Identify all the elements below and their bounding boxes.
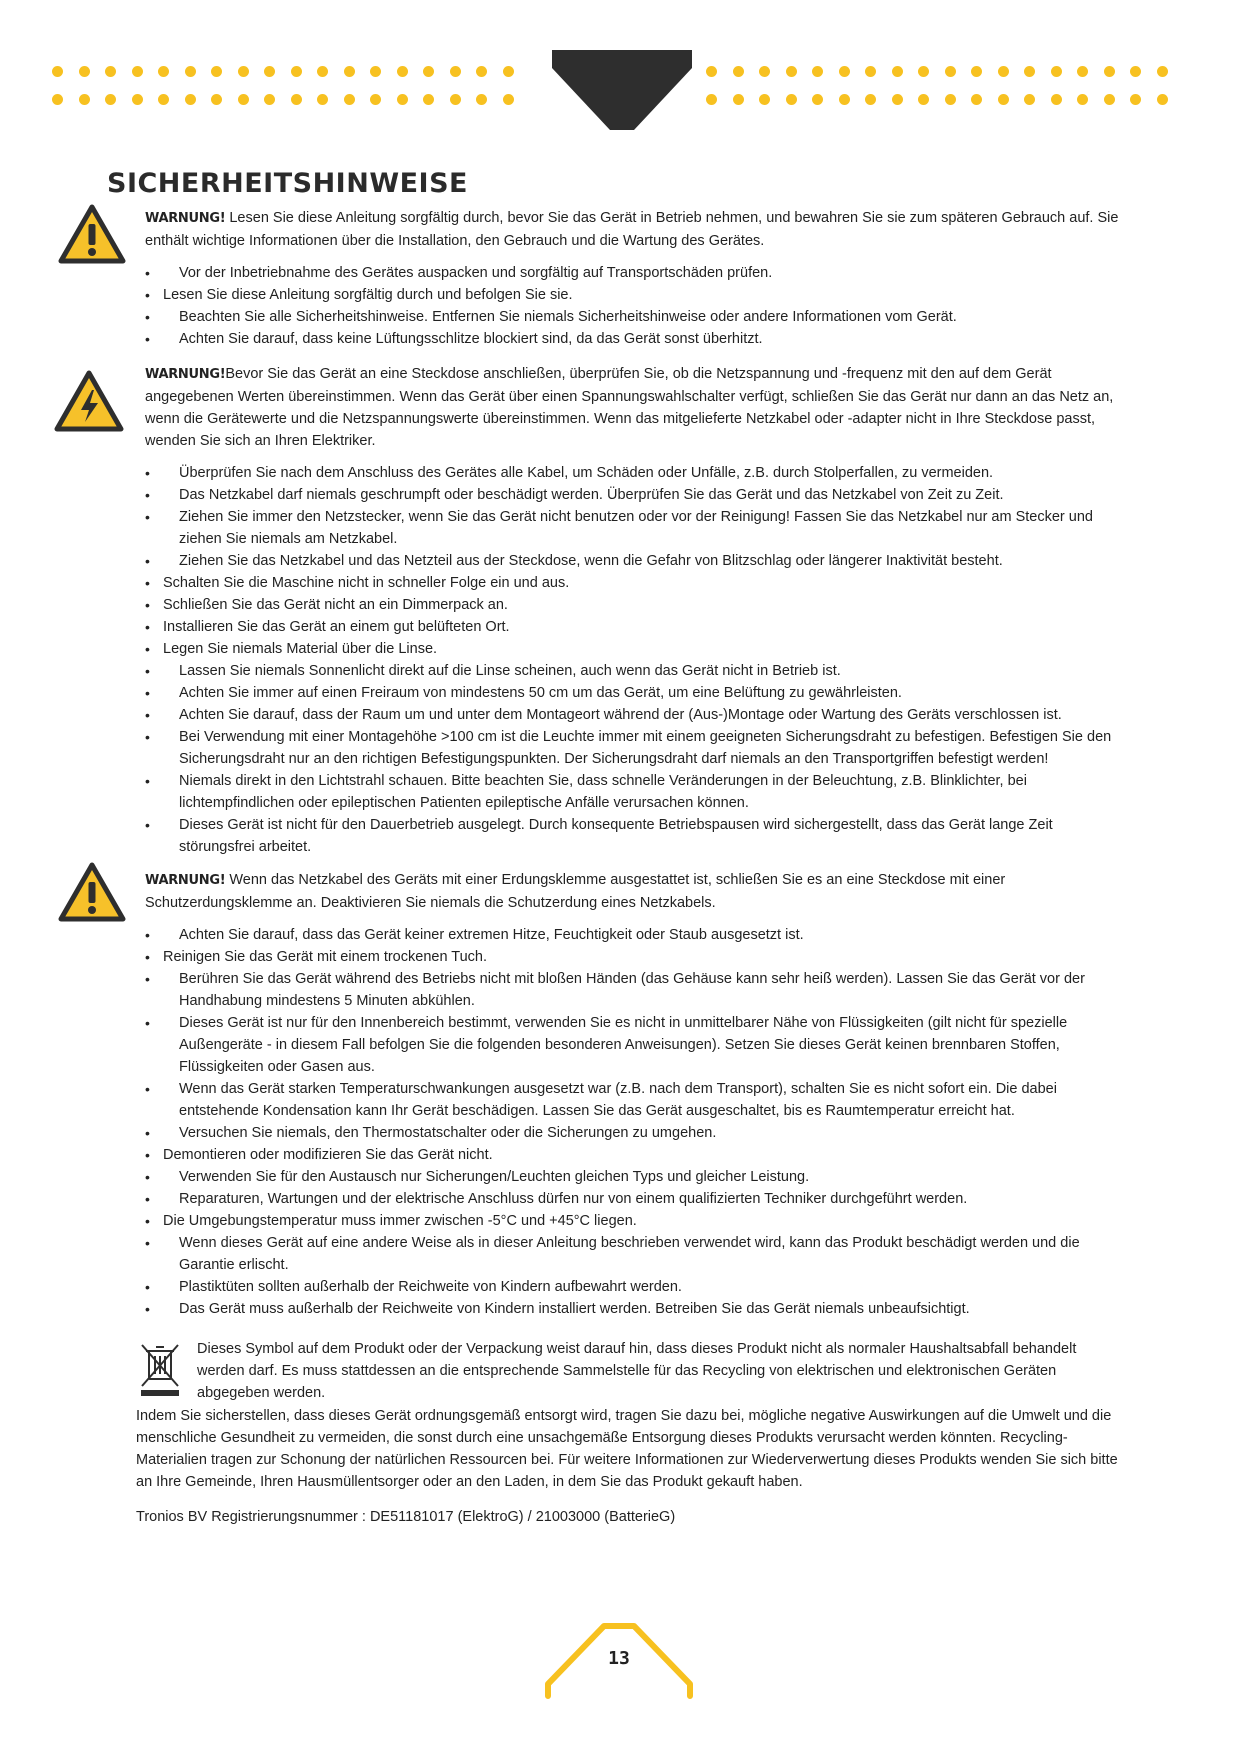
header-dot [158, 94, 169, 105]
list-item: • Wenn dieses Gerät auf eine andere Weise als in dieser Anleitung beschrieben verwendet wird, kann das Produkt beschädigt werden und die Garantie erlischt. [145, 1232, 1125, 1276]
warning-3-list [145, 924, 1125, 1320]
list-item: • Wenn das Gerät starken Temperaturschwankungen ausgesetzt war (z.B. nach dem Transport), schalten Sie es nicht sofort ein. Die dabei entstehende Kondensation kann Ihr Gerät beschädigen. Lassen Sie das Gerät ausgeschaltet, bis es Raumtemperatur erreicht hat. [145, 1078, 1125, 1122]
header-dot [706, 94, 717, 105]
warning-2-list [145, 462, 1125, 858]
header-dot [238, 66, 249, 77]
header-dot [397, 94, 408, 105]
header-dot [79, 94, 90, 105]
header-dot [211, 66, 222, 77]
header-dot [370, 94, 381, 105]
header-dot [370, 66, 381, 77]
header-dots-left [52, 66, 552, 106]
header-dot [1077, 66, 1088, 77]
list-item: • Dieses Gerät ist nicht für den Dauerbetrieb ausgelegt. Durch konsequente Betriebspausen wird sichergestellt, dass das Gerät lange Zeit störungsfrei arbeitet. [145, 814, 1125, 858]
header-dots-right [706, 66, 1206, 106]
list-item: • Beachten Sie alle Sicherheitshinweise. Entfernen Sie niemals Sicherheitshinweise oder andere Informationen vom Gerät. [145, 306, 1125, 328]
warning-triangle-icon [58, 204, 126, 264]
header-dot [476, 94, 487, 105]
header-dot [291, 94, 302, 105]
header-dot [52, 66, 63, 77]
list-item: • Legen Sie niemals Material über die Linse. [145, 638, 1125, 660]
electric-hazard-icon [54, 370, 124, 432]
warning-1-list [145, 262, 1125, 350]
warning-2-label: WARNUNG! [145, 367, 226, 382]
header-dot [759, 66, 770, 77]
header-tab-shape [552, 50, 692, 132]
header-dot [971, 94, 982, 105]
warning-triangle-icon [58, 862, 126, 922]
header-dot [1051, 66, 1062, 77]
list-item: • Bei Verwendung mit einer Montagehöhe >100 cm ist die Leuchte immer mit einem geeigneten Sicherungsdraht zu befestigen. Befestigen Sie den Sicherungsdraht nur an den richtigen Befestigungspunkten. Der Sicherungsdraht darf niemals an den Transportgriffen befestigt werden! [145, 726, 1125, 770]
header-dot [132, 94, 143, 105]
list-item: • Dieses Gerät ist nur für den Innenbereich bestimmt, verwenden Sie es nicht in unmittelbarer Nähe von Flüssigkeiten (gilt nicht für spezielle Außengeräte - in diesem Fall befolgen Sie die folgenden besonderen Anweisungen). Setzen Sie dieses Gerät keinen brennbaren Stoffen, Flüssigkeiten oder Gasen aus. [145, 1012, 1125, 1078]
list-item: • Achten Sie darauf, dass das Gerät keiner extremen Hitze, Feuchtigkeit oder Staub ausgesetzt ist. [145, 924, 1125, 946]
header-dot [105, 66, 116, 77]
header-dot [264, 66, 275, 77]
header-dot [317, 94, 328, 105]
header-dot [1104, 66, 1115, 77]
header-dot [839, 94, 850, 105]
warning-1-paragraph [145, 207, 1125, 252]
header-dot [865, 66, 876, 77]
header-dot [211, 94, 222, 105]
header-dot [998, 66, 1009, 77]
header-dot [945, 94, 956, 105]
header-dot [158, 66, 169, 77]
header-dot [52, 94, 63, 105]
page-title: SICHERHEITSHINWEISE [107, 168, 468, 199]
header-dot [865, 94, 876, 105]
header-dot [344, 66, 355, 77]
list-item: • Die Umgebungstemperatur muss immer zwischen -5°C und +45°C liegen. [145, 1210, 1125, 1232]
list-item: • Reparaturen, Wartungen und der elektrische Anschluss dürfen nur von einem qualifizierten Techniker durchgeführt werden. [145, 1188, 1125, 1210]
header-dot [132, 66, 143, 77]
header-dot [185, 94, 196, 105]
header-dot [812, 94, 823, 105]
list-item: • Vor der Inbetriebnahme des Gerätes auspacken und sorgfältig auf Transportschäden prüfen. [145, 262, 1125, 284]
list-item: • Reinigen Sie das Gerät mit einem trockenen Tuch. [145, 946, 1125, 968]
header-dot [1077, 94, 1088, 105]
list-item: • Plastiktüten sollten außerhalb der Reichweite von Kindern aufbewahrt werden. [145, 1276, 1125, 1298]
page-number: 13 [608, 1648, 630, 1669]
header-dot [476, 66, 487, 77]
header-dot [264, 94, 275, 105]
crossed-bin-icon [138, 1342, 182, 1398]
warning-2-text: Bevor Sie das Gerät an eine Steckdose anschließen, überprüfen Sie, ob die Netzspannung und -frequenz mit den auf dem Gerät angegebenen Werten übereinstimmen. Wenn das Gerät über einen Spannungswahlschalter verfügt, schließen Sie das Gerät nur dann an das Netz an, wenn die Gerätewerte und die Netzspannungswerte übereinstimmen. Wenn das mitgelieferte Netzkabel oder -adapter nicht in Ihre Steckdose passt, wenden Sie sich an Ihren Elektriker. [145, 366, 1114, 449]
header-dot [1104, 94, 1115, 105]
header-dot [397, 66, 408, 77]
header-dot [450, 94, 461, 105]
list-item: • Das Gerät muss außerhalb der Reichweite von Kindern installiert werden. Betreiben Sie das Gerät niemals unbeaufsichtigt. [145, 1298, 1125, 1320]
header-dot [998, 94, 1009, 105]
list-item: • Achten Sie darauf, dass keine Lüftungsschlitze blockiert sind, da das Gerät sonst überhitzt. [145, 328, 1125, 350]
header-dot [450, 66, 461, 77]
list-item: • Berühren Sie das Gerät während des Betriebs nicht mit bloßen Händen (das Gehäuse kann sehr heiß werden). Lassen Sie das Gerät vor der Handhabung mindestens 5 Minuten abkühlen. [145, 968, 1125, 1012]
list-item: • Das Netzkabel darf niemals geschrumpft oder beschädigt werden. Überprüfen Sie das Gerät und das Netzkabel von Zeit zu Zeit. [145, 484, 1125, 506]
list-item: • Verwenden Sie für den Austausch nur Sicherungen/Leuchten gleichen Typs und gleicher Leistung. [145, 1166, 1125, 1188]
list-item: • Überprüfen Sie nach dem Anschluss des Gerätes alle Kabel, um Schäden oder Unfälle, z.B. durch Stolperfallen, zu vermeiden. [145, 462, 1125, 484]
header-dot [733, 94, 744, 105]
registration-number: Tronios BV Registrierungsnummer : DE51181017 (ElektroG) / 21003000 (BatterieG) [136, 1509, 676, 1525]
header-dot [706, 66, 717, 77]
list-item: • Achten Sie darauf, dass der Raum um und unter dem Montageort während der (Aus-)Montage oder Wartung des Geräts verschlossen ist. [145, 704, 1125, 726]
list-item: • Lesen Sie diese Anleitung sorgfältig durch und befolgen Sie sie. [145, 284, 1125, 306]
header-dot [1024, 94, 1035, 105]
header-dot [892, 94, 903, 105]
warning-3-paragraph [145, 869, 1125, 914]
header-dot [503, 66, 514, 77]
header-dot [918, 94, 929, 105]
header-dot [786, 66, 797, 77]
list-item: • Lassen Sie niemals Sonnenlicht direkt auf die Linse scheinen, auch wenn das Gerät nicht in Betrieb ist. [145, 660, 1125, 682]
list-item: • Installieren Sie das Gerät an einem gut belüfteten Ort. [145, 616, 1125, 638]
list-item: • Schließen Sie das Gerät nicht an ein Dimmerpack an. [145, 594, 1125, 616]
header-dot [238, 94, 249, 105]
warning-1-text: Lesen Sie diese Anleitung sorgfältig durch, bevor Sie das Gerät in Betrieb nehmen, und bewahren Sie sie zum späteren Gebrauch auf. Sie enthält wichtige Informationen über die Installation, den Gebrauch und die Wartung des Gerätes. [145, 210, 1119, 249]
list-item: • Niemals direkt in den Lichtstrahl schauen. Bitte beachten Sie, dass schnelle Veränderungen in der Beleuchtung, z.B. Blinklichter, bei lichtempfindlichen oder epileptischen Patienten epileptische Anfälle verursachen können. [145, 770, 1125, 814]
list-item: • Achten Sie immer auf einen Freiraum von mindestens 50 cm um das Gerät, um eine Belüftung zu gewährleisten. [145, 682, 1125, 704]
list-item: • Ziehen Sie das Netzkabel und das Netzteil aus der Steckdose, wenn die Gefahr von Blitzschlag oder längerer Inaktivität besteht. [145, 550, 1125, 572]
disposal-paragraph: Indem Sie sicherstellen, dass dieses Gerät ordnungsgemäß entsorgt wird, tragen Sie dazu bei, mögliche negative Auswirkungen auf die Umwelt und die menschliche Gesundheit zu vermeiden, die sonst durch eine unsachgemäße Entsorgung dieses Produkts verursacht werden könnten. Recycling-Materialien tragen zur Schonung der natürlichen Ressourcen bei. Für weitere Informationen zur Wiederverwertung dieses Produkts wenden Sie sich bitte an Ihre Gemeinde, Ihren Hausmüllentsorger oder an den Laden, in dem Sie das Produkt gekauft haben. [136, 1408, 1118, 1490]
header-dot [317, 66, 328, 77]
header-dot [423, 66, 434, 77]
weee-paragraph: Dieses Symbol auf dem Produkt oder der Verpackung weist darauf hin, dass dieses Produkt nicht als normaler Haushaltsabfall behandelt werden darf. Es muss stattdessen an die entsprechende Sammelstelle für das Recycling von elektrischen und elektronischen Geräten abgegeben werden. [197, 1341, 1077, 1401]
header-dot [1157, 66, 1168, 77]
header-dot [733, 66, 744, 77]
header-dot [1130, 94, 1141, 105]
header-dot [839, 66, 850, 77]
list-item: • Versuchen Sie niemals, den Thermostatschalter oder die Sicherungen zu umgehen. [145, 1122, 1125, 1144]
header-dot [344, 94, 355, 105]
header-dot [1157, 94, 1168, 105]
warning-2-paragraph [145, 363, 1125, 452]
header-dot [423, 94, 434, 105]
header-dot [1130, 66, 1141, 77]
list-item: • Demontieren oder modifizieren Sie das Gerät nicht. [145, 1144, 1125, 1166]
header-dot [79, 66, 90, 77]
header-dot [185, 66, 196, 77]
warning-3-label: WARNUNG! [145, 873, 226, 888]
list-item: • Schalten Sie die Maschine nicht in schneller Folge ein und aus. [145, 572, 1125, 594]
header-dot [759, 94, 770, 105]
header-dot [105, 94, 116, 105]
warning-1-label: WARNUNG! [145, 211, 226, 226]
header-dot [945, 66, 956, 77]
header-dot [812, 66, 823, 77]
header-dot [918, 66, 929, 77]
header-dot [892, 66, 903, 77]
header-dot [786, 94, 797, 105]
header-dot [1024, 66, 1035, 77]
header-dot [291, 66, 302, 77]
header-dot [1051, 94, 1062, 105]
list-item: • Ziehen Sie immer den Netzstecker, wenn Sie das Gerät nicht benutzen oder vor der Reinigung! Fassen Sie das Netzkabel nur am Stecker und ziehen Sie niemals am Netzkabel. [145, 506, 1125, 550]
header-dot [971, 66, 982, 77]
warning-3-text: Wenn das Netzkabel des Geräts mit einer Erdungsklemme ausgestattet ist, schließen Sie es an eine Steckdose mit einer Schutzerdungsklemme an. Deaktivieren Sie niemals die Schutzerdung eines Netzkabels. [145, 872, 1006, 911]
header-dot [503, 94, 514, 105]
